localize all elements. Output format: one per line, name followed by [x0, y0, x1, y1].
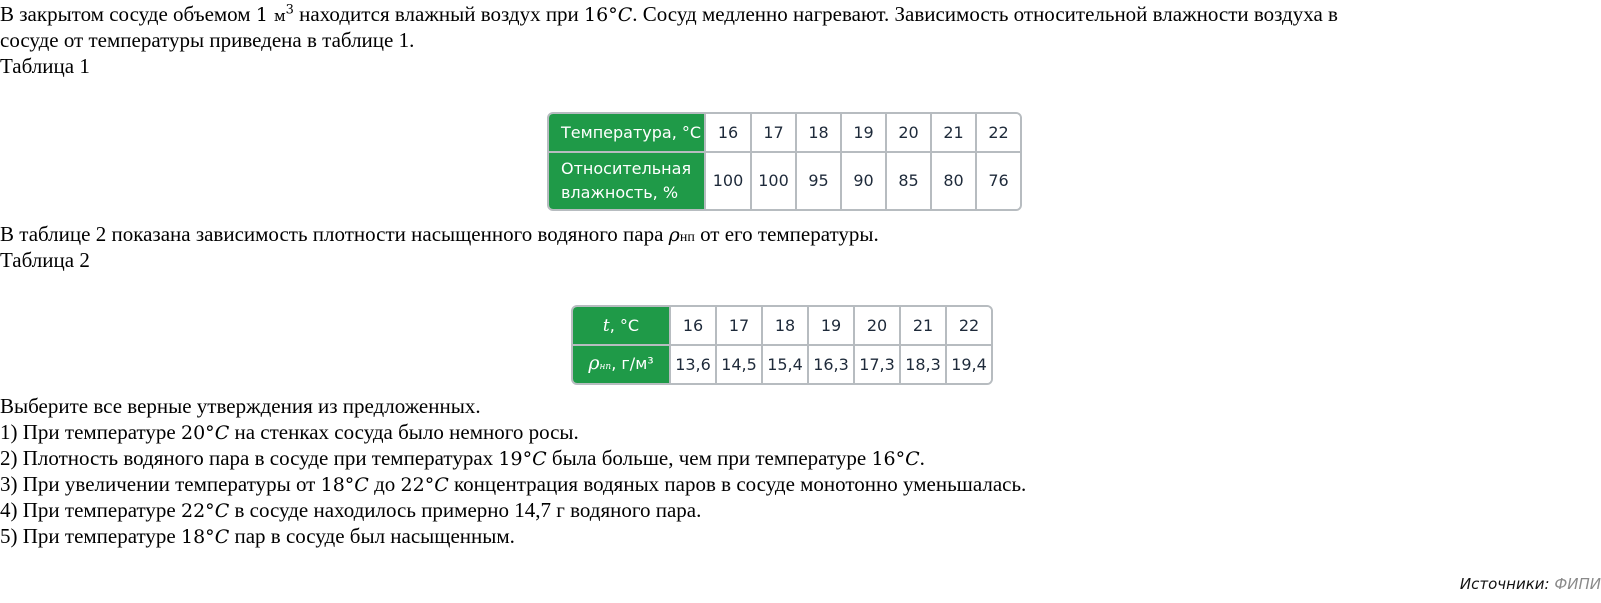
cell: 85 — [887, 153, 932, 209]
cell: 20 — [855, 307, 901, 346]
cell: 100 — [706, 153, 752, 209]
cell: 19,4 — [947, 346, 991, 383]
cell: 18 — [797, 114, 842, 153]
intro-line-2: сосуде от температуры приведена в таблице 1. — [0, 28, 415, 52]
cell: 16 — [706, 114, 752, 153]
question-prompt: Выберите все верные утверждения из предложенных. — [0, 394, 481, 418]
cell: 21 — [901, 307, 947, 346]
cell: 17,3 — [855, 346, 901, 383]
cell: 18,3 — [901, 346, 947, 383]
cell: 19 — [809, 307, 855, 346]
table1-caption: Таблица 1 — [0, 54, 90, 78]
cell: 17 — [717, 307, 763, 346]
table2-intro: В таблице 2 показана зависимость плотности насыщенного водяного пара ρнп от его температуры. — [0, 222, 879, 246]
cell: 20 — [887, 114, 932, 153]
cell: 16,3 — [809, 346, 855, 383]
cell: 16 — [671, 307, 717, 346]
cell: 100 — [752, 153, 797, 209]
table2-caption: Таблица 2 — [0, 248, 90, 272]
cell: 19 — [842, 114, 887, 153]
table-row-density — [573, 346, 991, 383]
cell: 76 — [977, 153, 1020, 209]
option-1: 1) При температуре 20°C на стенках сосуда было немного росы. — [0, 420, 579, 444]
row-header-density: ρнп, г/м³ — [573, 346, 671, 383]
cell: 14,5 — [717, 346, 763, 383]
source-label: Источники: — [1459, 575, 1555, 593]
cell: 80 — [932, 153, 977, 209]
start-temp-formula: 16°C — [584, 4, 633, 26]
table-row-humidity — [549, 153, 1020, 209]
table-row-temperature — [549, 114, 1020, 153]
row-header-t: t, °C — [573, 307, 671, 346]
row-header-temperature: Температура, °C — [549, 114, 706, 153]
humidity-table — [547, 112, 1022, 211]
row-header-humidity: Относительная влажность, % — [549, 153, 706, 209]
source-attribution — [1460, 571, 1601, 597]
cell: 22 — [947, 307, 991, 346]
density-table — [571, 305, 993, 385]
table-row-temperature — [573, 307, 991, 346]
cell: 13,6 — [671, 346, 717, 383]
source-link[interactable]: ФИПИ — [1554, 575, 1601, 593]
volume-formula: 1 $м^3$ — [255, 2, 294, 26]
cell: 21 — [932, 114, 977, 153]
cell: 22 — [977, 114, 1020, 153]
option-3: 3) При увеличении температуры от 18°C до 22°C концентрация водяных паров в сосуде монотонно уменьшалась. — [0, 472, 1027, 496]
cell: 18 — [763, 307, 809, 346]
option-5: 5) При температуре 18°C пар в сосуде был насыщенным. — [0, 524, 515, 548]
cell: 90 — [842, 153, 887, 209]
intro-line-1: В закрытом сосуде объемом 1 $м^3$ находится влажный воздух при 16°C. Сосуд медленно нагревают. Зависимость относительной влажности воздуха в — [0, 2, 1338, 26]
cell: 95 — [797, 153, 842, 209]
option-4: 4) При температуре 22°C в сосуде находилось примерно 14,7 г водяного пара. — [0, 498, 702, 522]
cell: 15,4 — [763, 346, 809, 383]
option-2: 2) Плотность водяного пара в сосуде при температурах 19°C была больше, чем при температуре 16°C. — [0, 446, 925, 470]
cell: 17 — [752, 114, 797, 153]
